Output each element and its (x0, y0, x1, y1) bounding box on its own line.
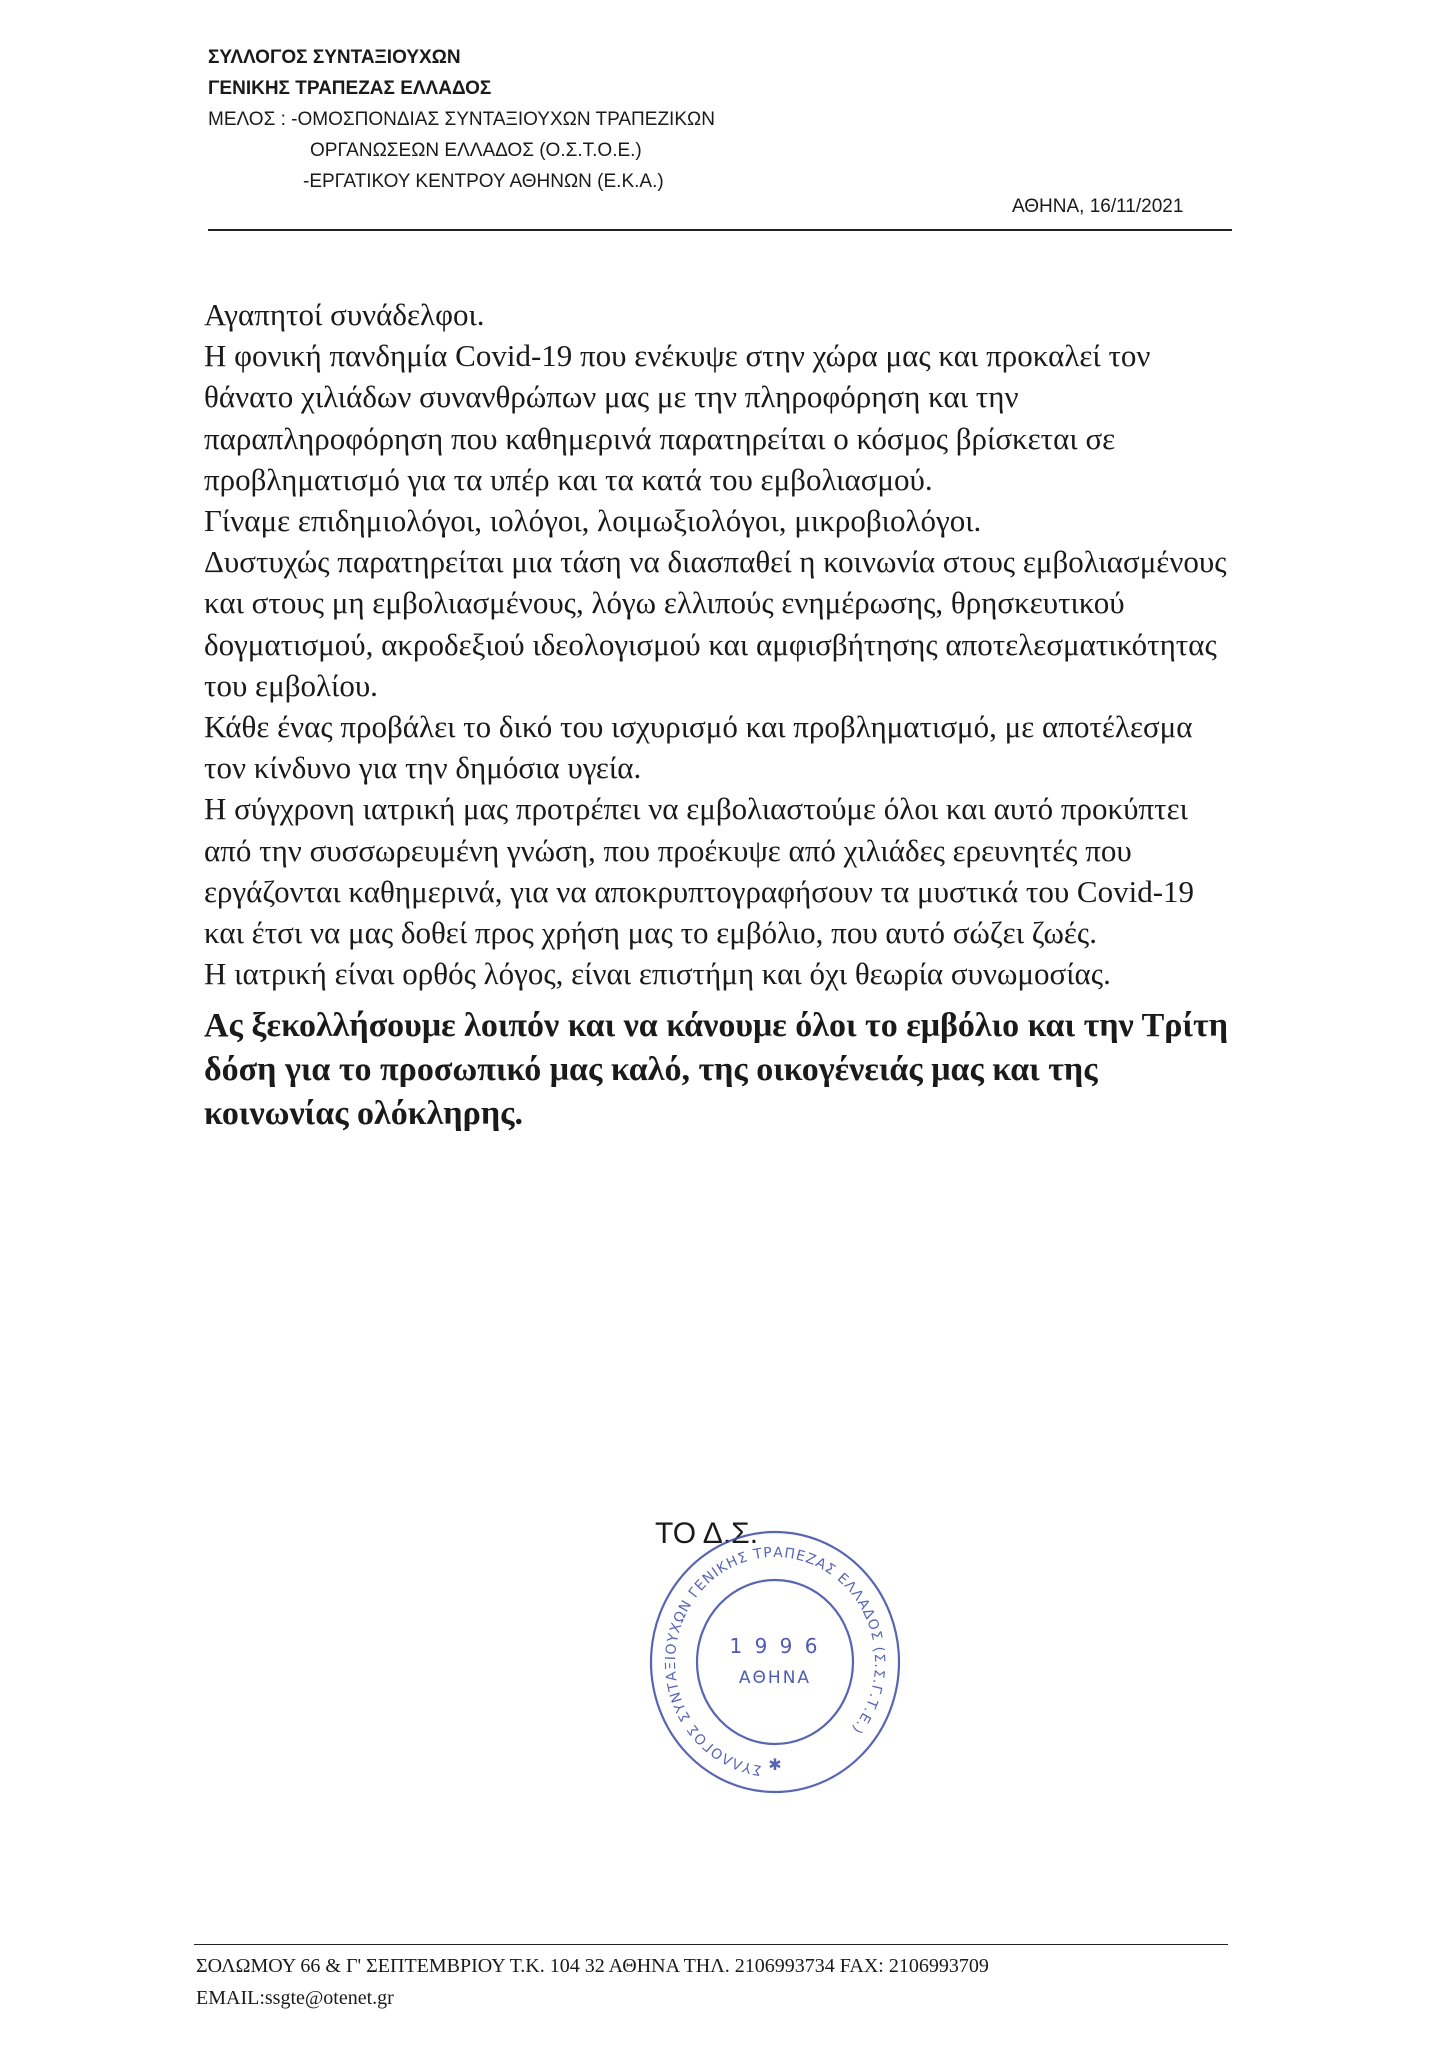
signature-label: ΤΟ Δ.Σ. (655, 1517, 759, 1550)
member-line-3: -ΕΡΓΑΤΙΚΟΥ ΚΕΝΤΡΟΥ ΑΘΗΝΩΝ (Ε.Κ.Α.) (303, 171, 664, 192)
org-name-line-2: ΓΕΝΙΚΗΣ ΤΡΑΠΕΖΑΣ ΕΛΛΑΔΟΣ (208, 78, 492, 99)
greeting: Αγαπητοί συνάδελφοι. (204, 297, 485, 332)
letterhead (208, 42, 715, 197)
paragraph-pandemic: Η φονική πανδημία Covid-19 που ενέκυψε στην χώρα μας και προκαλεί τον θάνατο χιλιάδων συνανθρώπων μας με την πληροφόρηση και την παραπληροφόρηση που καθημερινά παρατηρείται ο κόσμος βρίσκεται σε προβληματισμό για τα υπέρ και τα κατά του εμβολιασμού. (204, 338, 1151, 497)
paragraph-experts: Γίναμε επιδημιολόγοι, ιολόγοι, λοιμωξιολόγοι, μικροβιολόγοι. (204, 503, 982, 539)
letter-body (204, 294, 1234, 1136)
member-line-2: ΟΡΓΑΝΩΣΕΩΝ ΕΛΛΑΔΟΣ (Ο.Σ.Τ.Ο.Ε.) (310, 140, 642, 161)
footer (196, 1950, 989, 2014)
stamp-city: ΑΘΗΝΑ (738, 1668, 812, 1688)
footer-divider (194, 1944, 1228, 1945)
footer-address: ΣΟΛΩΜΟΥ 66 & Γ' ΣΕΠΤΕΜΒΡΙΟΥ Τ.Κ. 104 32 ΑΘΗΝΑ ΤΗΛ. 2106993734 FAX: 2106993709 (196, 1955, 989, 1977)
paragraph-medicine: Η σύγχρονη ιατρική μας προτρέπει να εμβολιαστούμε όλοι και αυτό προκύπτει από την συσσωρευμένη γνώση, που προέκυψε από χιλιάδες ερευνητές που εργάζονται καθημερινά, για να αποκρυπτογραφήσουν τα μυστικά του Covid-19 και έτσι να μας δοθεί προς χρήση μας το εμβόλιο, που αυτό σώζει ζωές. (204, 791, 1195, 951)
paragraph-division: Δυστυχώς παρατηρείται μια τάση να διασπαθεί η κοινωνία στους εμβολιασμένους και στους μη εμβολιασμένους, λόγω ελλιπούς ενημέρωσης, θρησκευτικού δογματισμού, ακροδεξιού ιδεολογισμού και αμφισβήτησης αποτελεσματικότητας του εμβολίου. (204, 544, 1227, 703)
org-name-line-1: ΣΥΛΛΟΓΟΣ ΣΥΝΤΑΞΙΟΥΧΩΝ (208, 47, 461, 68)
stamp-year: 1 9 9 6 (729, 1634, 821, 1658)
letter-date: ΑΘΗΝΑ, 16/11/2021 (1012, 196, 1184, 217)
footer-email: EMAIL:ssgte@otenet.gr (196, 1987, 394, 2009)
stamp-ring-text: ΣΥΛΛΟΓΟΣ ΣΥΝΤΑΞΙΟΥΧΩΝ ΓΕΝΙΚΗΣ ΤΡΑΠΕΖΑΣ ΕΛΛΑΔΟΣ (Σ.Σ.Γ.Τ.Ε.) (662, 1544, 888, 1779)
header-divider (208, 229, 1232, 231)
association-stamp (640, 1525, 910, 1815)
member-line-1: ΜΕΛΟΣ : -ΟΜΟΣΠΟΝΔΙΑΣ ΣΥΝΤΑΞΙΟΥΧΩΝ ΤΡΑΠΕΖΙΚΩΝ (208, 109, 715, 130)
paragraph-claims: Κάθε ένας προβάλει το δικό του ισχυρισμό και προβληματισμό, με αποτέλεσμα τον κίνδυνο για την δημόσια υγεία. (204, 709, 1193, 786)
stamp-star-icon: ✱ (768, 1755, 782, 1774)
paragraph-science: Η ιατρική είναι ορθός λόγος, είναι επιστήμη και όχι θεωρία συνωμοσίας. (204, 956, 1111, 992)
closing-appeal: Ας ξεκολλήσουμε λοιπόν και να κάνουμε όλοι το εμβόλιο και την Τρίτη δόση για το προσωπικό μας καλό, της οικογένειάς μας και της κοινωνίας ολόκληρης. (204, 1007, 1229, 1133)
